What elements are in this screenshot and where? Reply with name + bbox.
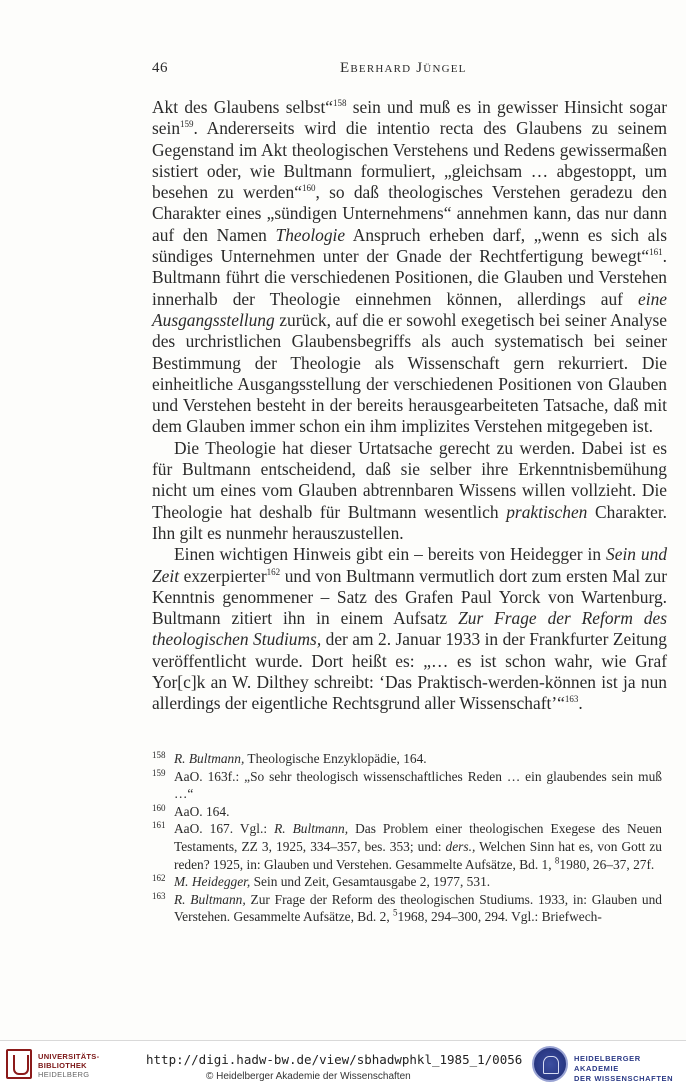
emphasis: praktischen	[506, 501, 588, 522]
paragraph-3	[152, 544, 667, 714]
footnotes	[152, 750, 662, 926]
footnote-161	[152, 820, 662, 873]
footnote-ref-162[interactable]: 162	[266, 566, 281, 577]
edition-number: 8	[554, 855, 560, 866]
library-name-line: UNIVERSITÄTS-	[38, 1052, 100, 1061]
emphasis: Theologie	[275, 224, 346, 245]
footnote-author: ders.,	[445, 838, 476, 854]
footnote-159	[152, 768, 662, 803]
paragraph-2	[152, 438, 667, 544]
footnote-text: AaO. 164.	[174, 803, 230, 819]
text-span: Die Theologie hat dieser Urtatsache gerecht zu werden. Dabei ist es für Bultmann entscheidend, daß sie selber ihre Erkenntnisbemühung nicht um eines vom Glauben abtrennbaren Wissens willen vollzieht. Die Theologie hat deshalb für Bultmann wesentlich	[152, 437, 667, 522]
edition-number: 5	[393, 907, 398, 918]
footnote-number: 163	[152, 890, 166, 901]
copyright-notice: © Heidelberger Akademie der Wissenschaften	[206, 1071, 411, 1082]
text-span: . Bultmann führt die verschiedenen Positionen, die Glauben und Verstehen innerhalb der Theologie einnehmen können, allerdings auf	[152, 246, 667, 309]
footnote-author: R. Bultmann,	[174, 891, 246, 907]
footnote-text: Theologische Enzyklopädie, 164.	[244, 751, 427, 766]
footnote-text: AaO. 167. Vgl.:	[174, 821, 275, 837]
permalink[interactable]: http://digi.hadw-bw.de/view/sbhadwphkl_1985_1/0056	[146, 1052, 523, 1067]
footnote-ref-160[interactable]: 160	[301, 183, 316, 194]
text-span: , so daß theologisches Verstehen geradezu den Charakter eines „sündigen Unternehmens“ annehmen kann, das nur dann auf den Namen	[152, 182, 667, 245]
footnote-author: R. Bultmann,	[274, 821, 349, 837]
text-span: Einen wichtigen Hinweis gibt ein – bereits von Heidegger in	[174, 544, 607, 565]
footnote-163	[152, 891, 662, 926]
footnote-number: 158	[152, 750, 166, 760]
text-span: . Andererseits wird die intentio recta des Glaubens zu seinem Gegenstand im Akt theologischen Verstehens und Redens gewissermaßen sistiert oder, wie Bultmann formuliert, „gleichsam … abgestoppt, um besehen zu werden“	[152, 118, 667, 203]
university-library-name[interactable]	[38, 1052, 99, 1079]
footnote-number: 159	[152, 767, 166, 778]
text-span: zurück, auf die er sowohl exegetisch bei seiner Analyse des urchristlichen Glaubensbegriffs als auch systematisch bei seiner Bestimmung der Theologie als Wissenschaft gern rekurriert. Die einheitliche Ausgangsstellung der verschiedenen Positionen von Glauben und Verstehen besteht in der bereits herausgearbeiteten Tatsache, daß mit dem Glauben immer schon ein ihm implizites Verstehen mitgegeben ist.	[152, 309, 667, 437]
university-library-logo-icon[interactable]	[6, 1049, 32, 1079]
paragraph-1	[152, 97, 667, 438]
text-span: .	[578, 693, 583, 714]
footnote-text: Sein und Zeit, Gesamtausgabe 2, 1977, 531.	[250, 874, 491, 890]
library-name-line: BIBLIOTHEK	[38, 1061, 87, 1070]
footnote-ref-163[interactable]: 163	[564, 694, 579, 705]
footnote-text: 1968, 294–300, 294. Vgl.: Briefwech-	[397, 909, 602, 925]
footnote-text: Welchen Sinn hat es, von Gott zu reden? 1925, in: Glauben und Verstehen. Gesammelte Aufsätze, Bd. 1,	[174, 838, 663, 872]
text-span: der am 2. Januar 1933 in der Frankfurter Zeitung veröffentlicht wurde. Dort heißt es: „… es ist schon wahr, wie Graf Yor[c]k an W. Dilthey schreibt: ‘Das Praktisch-werden-können ist ja nun allerdings der eigentliche Rechtsgrund aller Wissenschaft’“	[152, 629, 667, 714]
text-span: Charakter. Ihn gilt es nunmehr herauszustellen.	[152, 501, 668, 543]
footnote-number: 161	[152, 820, 166, 831]
footnote-text: Zur Frage der Reform des theologischen Studiums. 1933, in: Glauben und Verstehen. Gesammelte Aufsätze, Bd. 2,	[174, 891, 662, 925]
footnote-text: 1980, 26–37, 27f.	[559, 856, 655, 872]
academy-name-line: HEIDELBERGER AKADEMIE	[574, 1054, 641, 1073]
footnote-author: R. Bultmann,	[174, 751, 245, 766]
footnote-ref-159[interactable]: 159	[180, 119, 194, 130]
text-span: und von Bultmann vermutlich dort zum ersten Mal zur Kenntnis genommener – Satz des Grafen Paul Yorck von Wartenburg. Bultmann zitiert ihn in einem Aufsatz	[152, 565, 667, 629]
footnote-ref-161[interactable]: 161	[649, 247, 663, 258]
library-name-line: HEIDELBERG	[38, 1070, 90, 1079]
emphasis: Sein und Zeit	[152, 544, 668, 586]
academy-name[interactable]	[574, 1054, 686, 1084]
text-span: sein und muß es in gewisser Hinsicht sogar sein	[152, 97, 667, 139]
footnote-160	[152, 803, 662, 821]
footnote-number: 162	[152, 873, 166, 884]
main-text	[152, 97, 667, 715]
text-span: Anspruch erheben darf, „wenn es sich als sündiges Unternehmen unter der Gnade der Rechtfertigung bewegt“	[152, 224, 667, 267]
academy-name-line: DER WISSENSCHAFTEN	[574, 1074, 674, 1083]
footnote-162	[152, 873, 662, 891]
running-head-author: Eberhard Jüngel	[340, 60, 467, 76]
emphasis: Zur Frage der Reform des theologischen Studiums,	[152, 608, 667, 650]
footnote-text: AaO. 163f.: „So sehr theologisch wissenschaftliches Reden … ein glaubendes sein muß …“	[174, 768, 662, 802]
academy-seal-icon[interactable]	[532, 1046, 568, 1082]
footnote-author: M. Heidegger,	[174, 874, 251, 890]
footnote-text: Das Problem einer theologischen Exegese des Neuen Testaments, ZZ 3, 1925, 334–357, bes. 353; und:	[174, 821, 662, 854]
text-span: exzerpierter	[179, 565, 267, 586]
footnote-158	[152, 750, 662, 768]
text-span: Akt des Glaubens selbst“	[152, 97, 334, 117]
footnote-number: 160	[152, 802, 166, 813]
emphasis: eine Ausgangsstellung	[152, 288, 667, 330]
footnote-ref-158[interactable]: 158	[333, 98, 347, 109]
page-number: 46	[152, 60, 168, 76]
viewer-footer	[0, 1040, 686, 1089]
